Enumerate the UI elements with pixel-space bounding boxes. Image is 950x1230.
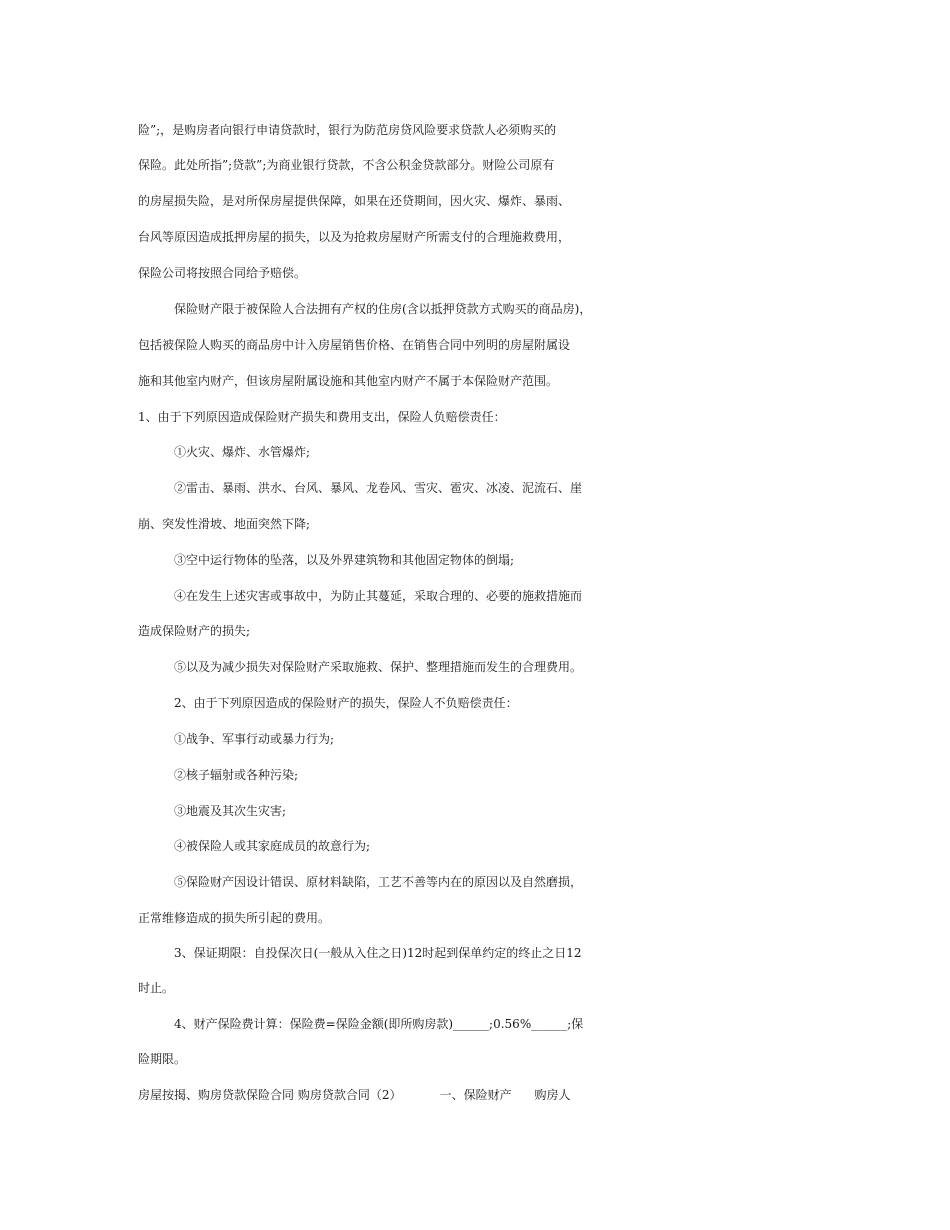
text-line: ①战争、军事行动或暴力行为; (174, 732, 335, 746)
text-line: ⑤以及为减少损失对保险财产采取施救、保护、整理措施而发生的合理费用。 (174, 660, 583, 674)
text-line: ①火灾、爆炸、水管爆炸; (174, 445, 311, 459)
text-line: 4、财产保险费计算：保险费=保险金额(即所购房款)______;0.56%______;保 (174, 1017, 584, 1031)
text-line: 台风等原因造成抵押房屋的损失，以及为抢救房屋财产所需支付的合理施救费用， (138, 230, 571, 244)
text-line: 2、由于下列原因造成的保险财产的损失，保险人不负赔偿责任： (174, 696, 518, 710)
text-line: ④在发生上述灾害或事故中，为防止其蔓延，采取合理的、必要的施救措施而 (174, 589, 583, 603)
text-line: 保险。此处所指”;贷款”;为商业银行贷款，不含公积金贷款部分。财险公司原有 (138, 158, 555, 172)
text-line: 保险公司将按照合同给予赔偿。 (138, 266, 307, 280)
text-line: 保险财产限于被保险人合法拥有产权的住房(含以抵押贷款方式购买的商品房)， (174, 302, 592, 316)
text-line: 险”;，是购房者向银行申请贷款时，银行为防范房贷风险要求贷款人必须购买的 (138, 123, 557, 137)
text-line: ③空中运行物体的坠落，以及外界建筑物和其他固定物体的倒塌; (174, 553, 515, 567)
text-line: 造成保险财产的损失; (138, 624, 251, 638)
text-line: 时止。 (138, 981, 175, 995)
text-line: 包括被保险人购买的商品房中计入房屋销售价格、在销售合同中列明的房屋附属设 (138, 338, 571, 352)
text-line: 1、由于下列原因造成保险财产损失和费用支出，保险人负赔偿责任： (138, 410, 506, 424)
text-line: 崩、突发性滑坡、地面突然下降; (138, 517, 311, 531)
text-line: 险期限。 (138, 1052, 187, 1066)
text-line: ②雷击、暴雨、洪水、台风、暴风、龙卷风、雪灾、雹灾、冰凌、泥流石、崖 (174, 481, 583, 495)
text-line: ④被保险人或其家庭成员的故意行为; (174, 839, 371, 853)
text-line: ③地震及其次生灾害; (174, 804, 287, 818)
text-line: 的房屋损失险，是对所保房屋提供保障，如果在还贷期间，因火灾、爆炸、暴雨、 (138, 194, 571, 208)
text-line: ⑤保险财产因设计错误、原材料缺陷，工艺不善等内在的原因以及自然磨损， (174, 875, 583, 889)
text-line: 房屋按揭、购房贷款保险合同 购房贷款合同（2） 一、保险财产 购房人 (138, 1088, 571, 1102)
text-line: ②核子辐射或各种污染; (174, 768, 299, 782)
text-line: 施和其他室内财产，但该房屋附属设施和其他室内财产不属于本保险财产范围。 (138, 374, 559, 388)
text-line: 3、保证期限：自投保次日(一般从入住之日)12时起到保单约定的终止之日12 (174, 946, 582, 960)
text-line: 正常维修造成的损失所引起的费用。 (138, 911, 331, 925)
